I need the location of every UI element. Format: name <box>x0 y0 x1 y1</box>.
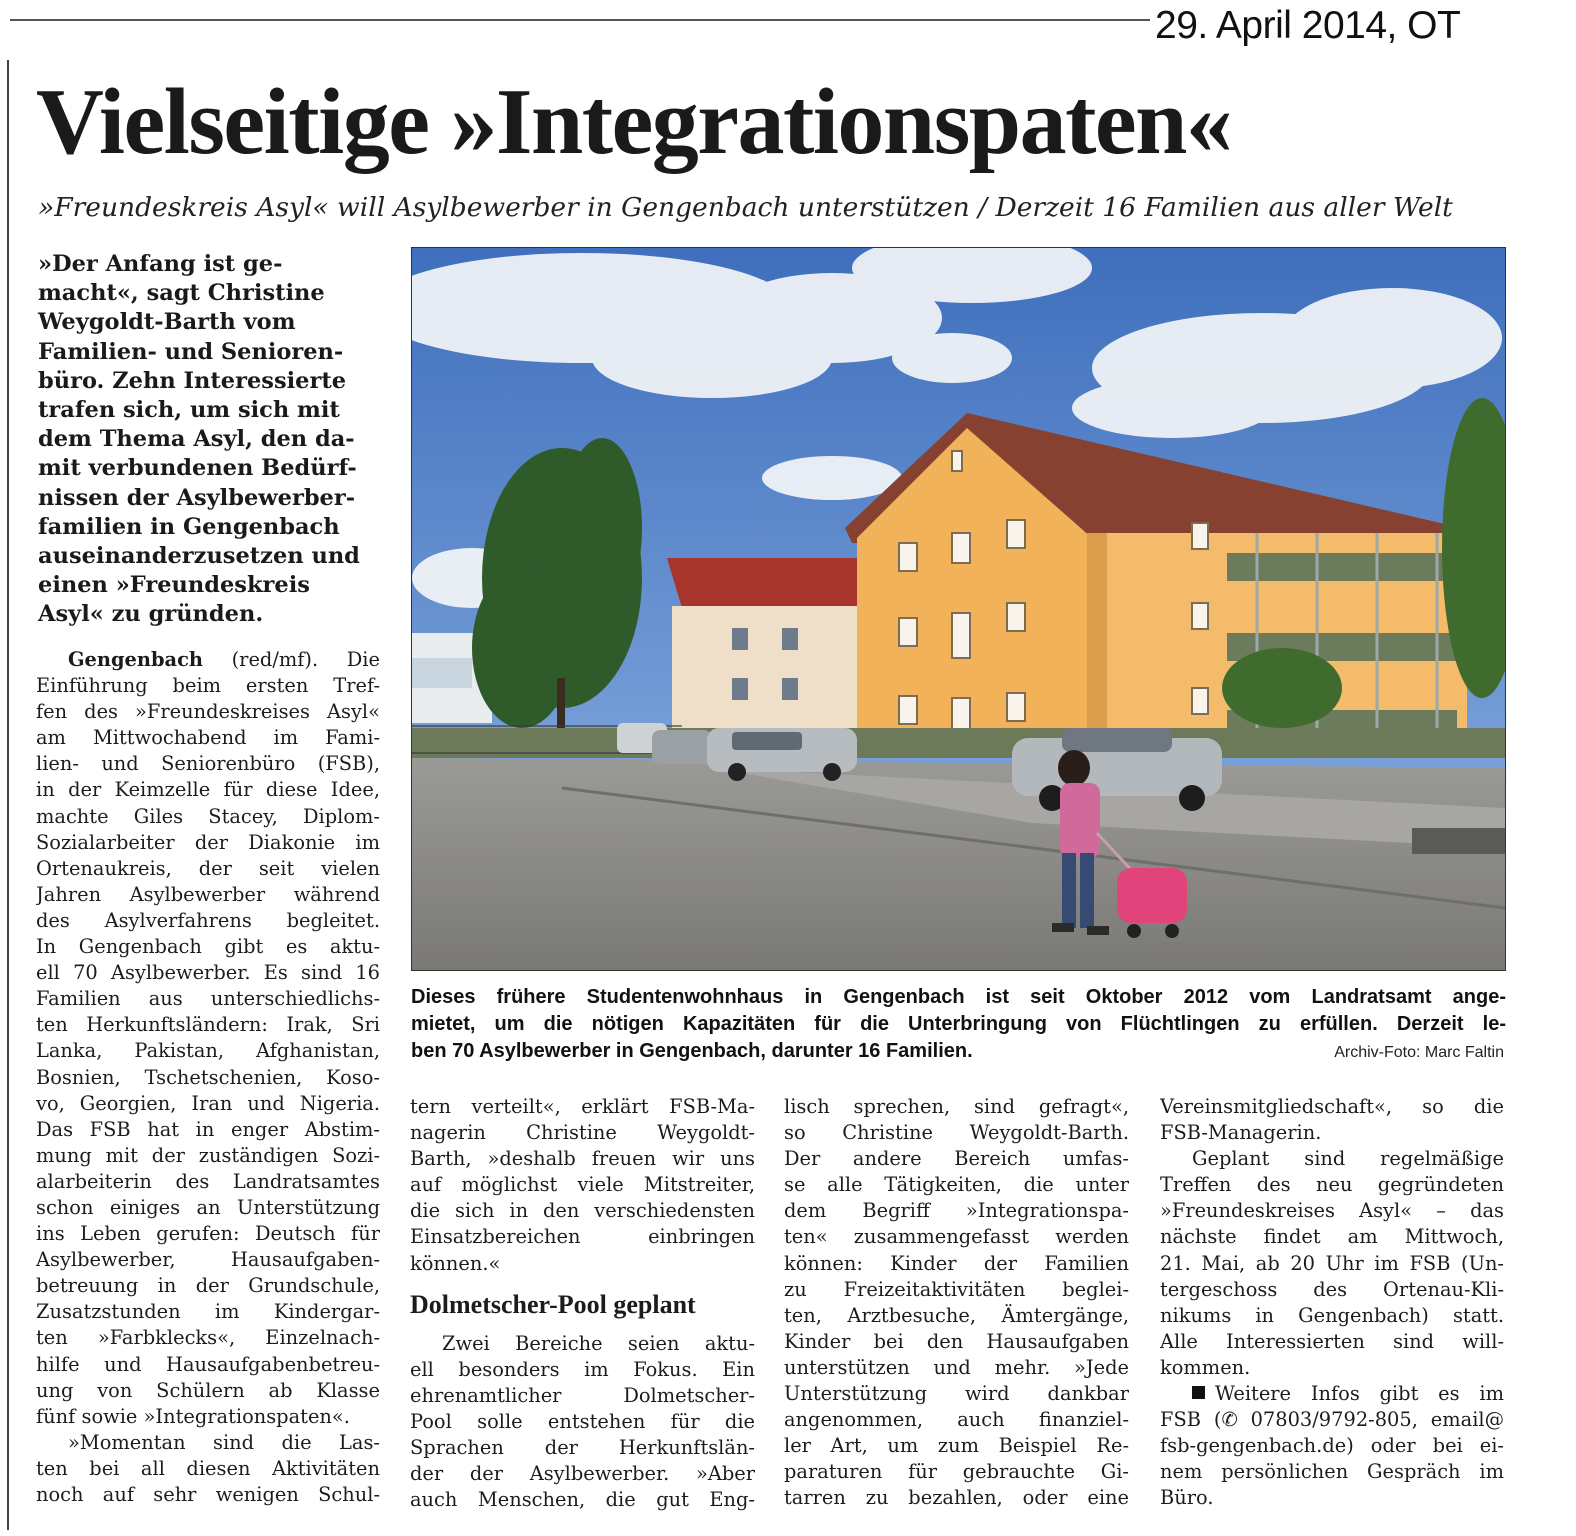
body-line: ten bei all diesen Aktivitäten <box>36 1456 380 1480</box>
body-line: Sozialarbeiter der Diakonie im <box>36 830 380 854</box>
body-line: noch auf sehr wenigen Schul- <box>36 1483 380 1506</box>
body-line: ten, Arztbesuche, Ämtergänge, <box>784 1303 1129 1327</box>
lead-line: Weygoldt-Barth vom <box>38 309 296 336</box>
body-line <box>36 647 380 673</box>
body-line: Büro. <box>1160 1486 1214 1510</box>
body-line: angenommen, auch finanziel- <box>784 1408 1129 1432</box>
body-line: vo, Georgien, Iran und Nigeria. <box>36 1091 380 1115</box>
contact-line: fsb-gengenbach.de) oder bei ei- <box>1160 1434 1504 1458</box>
body-line: nem persönlichen Gespräch im <box>1160 1460 1504 1484</box>
body-line: kommen. <box>1160 1355 1251 1379</box>
body-line: des Asylverfahrens begleitet. <box>36 908 380 932</box>
body-line: »Freundeskreises Asyl« – das <box>1160 1199 1504 1223</box>
clipping-date: 29. April 2014, OT <box>1155 4 1461 47</box>
lead-line: nissen der Asylbewerber- <box>38 484 356 511</box>
body-line: Bosnien, Tschetschenien, Koso- <box>36 1065 380 1089</box>
lead-line: auseinanderzusetzen und <box>38 543 360 570</box>
article-column-3 <box>784 1094 1129 1512</box>
body-line: Treffen des neu gegründeten <box>1160 1173 1504 1197</box>
body-line: hilfe und Hausaufgabenbetreu- <box>36 1352 380 1376</box>
photo-building-street <box>412 248 1505 970</box>
article-column-4 <box>1160 1094 1504 1512</box>
body-line: nagerin Christine Weygoldt- <box>410 1121 755 1145</box>
body-line: ell 70 Asylbewerber. Es sind 16 <box>36 961 380 985</box>
body-line: ell besonders im Fokus. Ein <box>410 1357 755 1381</box>
body-line: können.« <box>410 1251 501 1275</box>
lead-line: Familien- und Senioren- <box>38 338 344 365</box>
body-line: »Momentan sind die Las- <box>68 1430 380 1454</box>
info-line <box>1160 1381 1504 1407</box>
body-line: Einsatzbereichen einbringen <box>410 1225 755 1249</box>
body-line: auch Menschen, die gut Eng- <box>410 1488 755 1512</box>
body-line: lien- und Seniorenbüro (FSB), <box>36 752 380 776</box>
dateline-place: Gengenbach <box>68 648 204 671</box>
left-column-rule <box>7 60 9 1530</box>
caption-line: ben 70 Asylbewerber in Gengenbach, darunter 16 Familien. <box>411 1040 973 1062</box>
square-bullet-icon <box>1192 1386 1205 1399</box>
body-line: Der andere Bereich umfas- <box>784 1147 1129 1171</box>
body-line: paraturen für gebrauchte Gi- <box>784 1460 1129 1484</box>
body-line: Alle Interessierten sind will- <box>1160 1329 1504 1353</box>
body-line: dem Begriff »Integrationspa- <box>784 1199 1129 1223</box>
body-line: können: Kinder der Familien <box>784 1251 1129 1275</box>
body-line: Vereinsmitgliedschaft«, so die <box>1160 1095 1504 1118</box>
body-line: se alle Tätigkeiten, die unter <box>784 1173 1129 1197</box>
body-line: so Christine Weygoldt-Barth. <box>784 1121 1129 1145</box>
body-line: Geplant sind regelmäßige <box>1192 1147 1504 1171</box>
body-line: Unterstützung wird dankbar <box>784 1382 1129 1406</box>
caption-line: mietet, um die nötigen Kapazitäten für die Unterbringung von Flüchtlingen zu erfüllen. Derzeit le- <box>411 1013 1506 1035</box>
body-line: 21. Mai, ab 20 Uhr im FSB (Un- <box>1160 1251 1504 1275</box>
body-line: mung mit der zuständigen Sozi- <box>36 1143 380 1167</box>
body-line: unterstützen und mehr. »Jede <box>784 1355 1129 1379</box>
article-photo <box>411 247 1506 971</box>
body-text: Weitere Infos gibt es im <box>1215 1382 1504 1406</box>
contact-line: FSB (✆ 07803/9792-805, email@ <box>1160 1408 1504 1432</box>
body-line: ins Leben gerufen: Deutsch für <box>36 1222 380 1246</box>
section-subtitle: Dolmetscher-Pool geplant <box>410 1289 696 1319</box>
lead-line: dem Thema Asyl, den da- <box>38 426 355 453</box>
body-line: Pool solle entstehen für die <box>410 1409 755 1433</box>
body-line: FSB-Managerin. <box>1160 1121 1322 1145</box>
body-line: ler Art, um zum Beispiel Re- <box>784 1434 1129 1458</box>
lead-line: büro. Zehn Interessierte <box>38 367 347 394</box>
body-line: tarren zu bezahlen, oder eine <box>784 1486 1129 1510</box>
body-line: machte Giles Stacey, Diplom- <box>36 804 380 828</box>
body-line: nächste findet am Mittwoch, <box>1160 1225 1504 1249</box>
body-line: in der Keimzelle für diese Idee, <box>36 778 380 802</box>
body-line: ten »Farbklecks«, Einzelnach- <box>36 1326 380 1350</box>
lead-line: mit verbundenen Bedürf- <box>38 455 357 482</box>
body-line: die sich in den verschiedensten <box>410 1199 755 1223</box>
body-line: Lanka, Pakistan, Afghanistan, <box>36 1039 380 1063</box>
headline: Vielseitige »Integrationspaten« <box>36 70 1232 174</box>
body-line: Ortenaukreis, der seit vielen <box>36 856 380 880</box>
body-line: In Gengenbach gibt es aktu- <box>36 935 380 959</box>
body-line: Familien aus unterschiedlichs- <box>36 987 380 1011</box>
body-line: ehrenamtlicher Dolmetscher- <box>410 1383 755 1407</box>
body-line: ung von Schülern ab Klasse <box>36 1378 380 1402</box>
body-line: Barth, »deshalb freuen wir uns <box>410 1147 755 1171</box>
lead-paragraph <box>38 250 390 630</box>
photo-credit: Archiv-Foto: Marc Faltin <box>1334 1044 1504 1061</box>
body-line: Kinder bei den Hausaufgaben <box>784 1329 1129 1353</box>
body-line: lisch sprechen, sind gefragt«, <box>784 1095 1129 1118</box>
lead-line: familien in Gengenbach <box>38 513 340 540</box>
body-text: (red/mf). Die <box>203 648 380 671</box>
body-line: Asylbewerber, Hausaufgaben- <box>36 1248 380 1272</box>
body-line: alarbeiterin des Landratsamtes <box>36 1169 380 1193</box>
body-line: am Mittwochabend im Fami- <box>36 726 380 750</box>
body-line: betreuung in der Grundschule, <box>36 1274 380 1298</box>
body-line: Jahren Asylbewerber während <box>36 882 380 906</box>
body-line: tergeschoss des Ortenau-Kli- <box>1160 1277 1504 1301</box>
body-line: fen des »Freundeskreises Asyl« <box>36 700 380 724</box>
article-column-1 <box>36 647 380 1508</box>
body-line: schon einiges an Unterstützung <box>36 1195 380 1219</box>
body-line: Das FSB hat in enger Abstim- <box>36 1117 380 1141</box>
body-line: der der Asylbewerber. »Aber <box>410 1462 755 1486</box>
body-line: ten« zusammengefasst werden <box>784 1225 1129 1249</box>
body-line: zu Freizeitaktivitäten beglei- <box>784 1277 1129 1301</box>
body-line: nikums in Gengenbach) statt. <box>1160 1303 1504 1327</box>
lead-line: einen »Freundeskreis <box>38 572 310 599</box>
body-line: auf möglichst viele Mitstreiter, <box>410 1173 755 1197</box>
lead-line: trafen sich, um sich mit <box>38 397 340 424</box>
body-line: Sprachen der Herkunftslän- <box>410 1436 755 1460</box>
article-column-2 <box>410 1094 755 1513</box>
body-line: Einführung beim ersten Tref- <box>36 674 380 698</box>
body-line: fünf sowie »Integrationspaten«. <box>36 1404 350 1428</box>
body-line: Zwei Bereiche seien aktu- <box>442 1331 755 1355</box>
lead-line: Asyl« zu gründen. <box>38 601 264 628</box>
lead-line: »Der Anfang ist ge- <box>38 251 283 277</box>
lead-line: macht«, sagt Christine <box>38 280 325 307</box>
top-rule <box>10 19 1150 21</box>
body-line: ten Herkunftsländern: Irak, Sri <box>36 1013 380 1037</box>
caption-line: Dieses frühere Studentenwohnhaus in Gengenbach ist seit Oktober 2012 vom Landratsamt ange- <box>411 986 1506 1008</box>
body-line: tern verteilt«, erklärt FSB-Ma- <box>410 1095 755 1118</box>
subheadline: »Freundeskreis Asyl« will Asylbewerber in Gengenbach unterstützen / Derzeit 16 Familien aus aller Welt <box>38 192 1453 223</box>
body-line: Zusatzstunden im Kindergar- <box>36 1300 380 1324</box>
